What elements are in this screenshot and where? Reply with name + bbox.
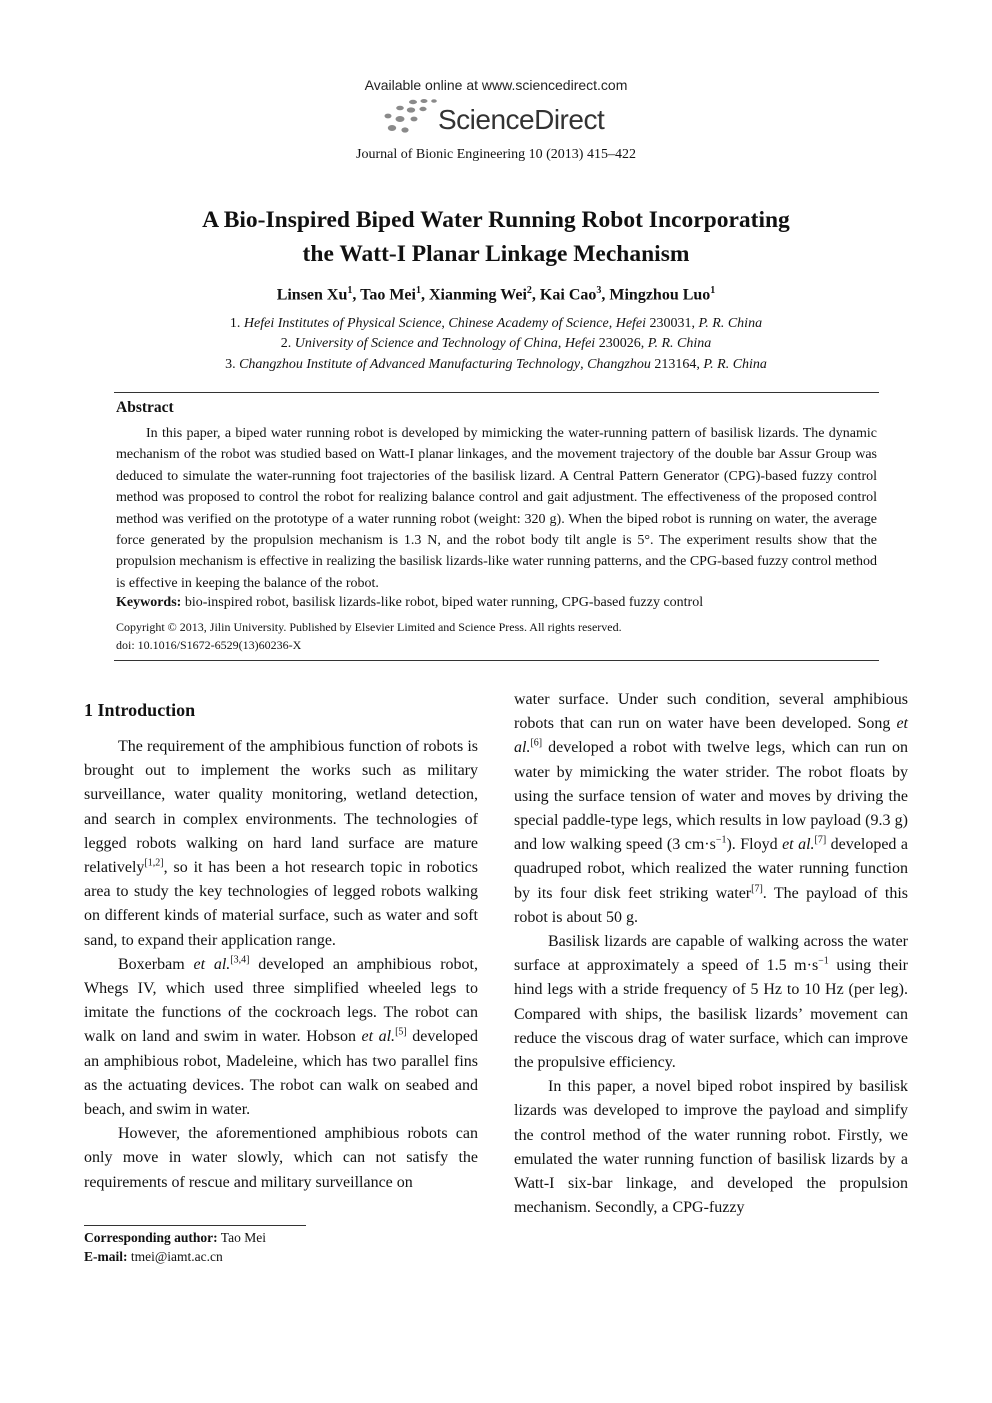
unit-exponent: −1 xyxy=(818,955,829,967)
right-column xyxy=(514,688,908,1220)
email-link[interactable]: tmei@iamt.ac.cn xyxy=(130,1249,223,1264)
section-heading-introduction: 1 Introduction xyxy=(84,700,196,720)
paragraph: However, the aforementioned amphibious robots can only move in water slowly, which can not satisfy the requirements of rescue and military surveillance on xyxy=(84,1125,478,1191)
affiliation-3: 3. Changzhou Institute of Advanced Manufacturing Technology, Changzhou 213164, P. R. China xyxy=(225,357,767,372)
affiliation-2: 2. University of Science and Technology of China, Hefei 230026, P. R. China xyxy=(280,336,712,351)
abstract-text: In this paper, a biped water running robot is developed by mimicking the water-running pattern of basilisk lizards. The dynamic mechanism of the robot was studied based on Watt-I planar linkages, and the movement trajectory of the double bar Assur Group was deduced to simulate the water-running foot trajectories of the basilisk lizard. A Central Pattern Generator (CPG)-based fuzzy control method was proposed to control the robot for realizing balance control and gait adjustment. The effectiveness of the proposed control method was verified on the prototype of a water running robot (weight: 320 g). When the biped robot is running on water, the average force generated by the propulsion mechanism is 1.3 N, and the robot body tilt angle is 5°. The experiment results show that the propulsion mechanism is effective in realizing the basilisk lizards-like water running patterns, and the CPG-based fuzzy control method is effective in keeping the balance of the robot. xyxy=(116,426,877,591)
doi-line: doi: 10.1016/S1672-6529(13)60236-X xyxy=(116,638,302,652)
sciencedirect-logo xyxy=(380,98,620,140)
paragraph: In this paper, a novel biped robot inspired by basilisk lizards was developed to improve the payload and simplify the control method of the water running robot. Firstly, we emulated the water running function of basilisk lizards by a Watt-I six-bar linkage, and developed the propulsion mechanism. Secondly, a CPG-fuzzy xyxy=(514,1078,908,1217)
paragraph: Basilisk lizards are capable of walking across the water surface at approximately a speed of 1.5 $m\cdot s^{-1}$ using their hind legs with a stride frequency of 5 Hz to 10 Hz (per leg). Compared with ships, the basilisk lizards’ movement can reduce the viscous drag of water surface, which can improve the propulsive efficiency. xyxy=(514,933,908,1072)
paragraph: The requirement of the amphibious function of robots is brought out to implement the works such as military surveillance, water quality monitoring, wetland detection, and search in complex environments. The technologies of legged robots walking on hard land surface are mature relatively[1,2], so it has been a hot research topic in robotics area to study the key technologies of legged robots walking on different kinds of material surface, such as water and soft sand, to expand their application range. xyxy=(84,738,478,949)
available-online-line: Available online at www.sciencedirect.com xyxy=(364,77,628,93)
journal-citation: Journal of Bionic Engineering 10 (2013) 415–422 xyxy=(356,147,636,162)
paragraph: Boxerbam et al.[3,4] developed an amphibious robot, Whegs IV, which used three simplified wheeled legs to imitate the functions of the cockroach legs. The robot can walk on land and swim in water. Hobson et al.[5] developed an amphibious robot, Madeleine, which has two parallel fins as the actuating devices. The robot can walk on seabed and beach, and swim in water. xyxy=(84,954,479,1119)
author-name: Mingzhou Luo xyxy=(609,286,711,304)
abstract-bottom-rule xyxy=(114,660,879,661)
author-email: E-mail: tmei@iamt.ac.cn xyxy=(84,1249,223,1264)
abstract-top-rule xyxy=(114,392,879,393)
sciencedirect-wordmark: ScienceDirect xyxy=(438,104,605,135)
author-name: Linsen Xu xyxy=(276,286,348,304)
author-affil-mark: 2 xyxy=(526,285,532,296)
author-name: Tao Mei xyxy=(360,286,416,304)
citation-ref: [7] xyxy=(814,834,827,846)
citation-ref: [7] xyxy=(751,883,763,895)
keywords-values: bio-inspired robot, basilisk lizards-like robot, biped water running, CPG-based fuzzy control xyxy=(184,595,704,610)
author-name: Xianming Wei xyxy=(428,286,527,304)
citation-ref: [5] xyxy=(395,1027,407,1039)
author-affil-mark: 3 xyxy=(596,285,602,296)
citation-ref: [6] xyxy=(530,738,543,750)
author-name: Kai Cao xyxy=(539,286,597,304)
citation-ref: [3,4] xyxy=(230,954,250,966)
author-list: Linsen Xu$^1$, Tao Mei$^1$, Xianming Wei$^2$, Kai Cao$^3$, Mingzhou Luo$^1$ xyxy=(276,285,716,304)
author-affil-mark: 1 xyxy=(710,285,716,296)
paper-title xyxy=(0,203,992,271)
keywords-label: Keywords: xyxy=(116,595,182,610)
title-line-2: the Watt-I Planar Linkage Mechanism xyxy=(302,241,690,267)
copyright-line: Copyright © 2013, Jilin University. Published by Elsevier Limited and Science Press. All rights reserved. xyxy=(116,620,622,634)
keywords-line xyxy=(116,595,877,611)
paragraph: water surface. Under such condition, several amphibious robots that can run on water have been developed. Song et al.[6] developed a robot with twelve legs, which can run on water by mimicking the water strider. The robot floats by using the surface tension of water and moves by driving the special paddle-type legs, which results in low payload (9.3 g) and low walking speed (3 $cm\cdot s^{-1}$). Floyd et al.[7] developed a quadruped robot, which realized the water running function by its four disk feet striking water[7]. The payload of this robot is about 50 g. xyxy=(514,691,908,926)
affiliation-1: 1. Hefei Institutes of Physical Science, Chinese Academy of Science, Hefei 230031, P. R. China xyxy=(229,316,763,331)
left-column xyxy=(84,735,478,1195)
footnote-rule xyxy=(84,1225,306,1226)
author-affil-mark: 1 xyxy=(415,285,421,296)
corresponding-author: Corresponding author: Tao Mei xyxy=(84,1230,266,1245)
abstract-heading: Abstract xyxy=(116,399,174,416)
title-line-1: A Bio-Inspired Biped Water Running Robot Incorporating xyxy=(202,207,790,233)
unit-exponent: −1 xyxy=(715,834,727,846)
sciencedirect-dots-icon xyxy=(380,98,440,140)
citation-ref: [1,2] xyxy=(144,857,164,869)
author-affil-mark: 1 xyxy=(347,285,353,296)
